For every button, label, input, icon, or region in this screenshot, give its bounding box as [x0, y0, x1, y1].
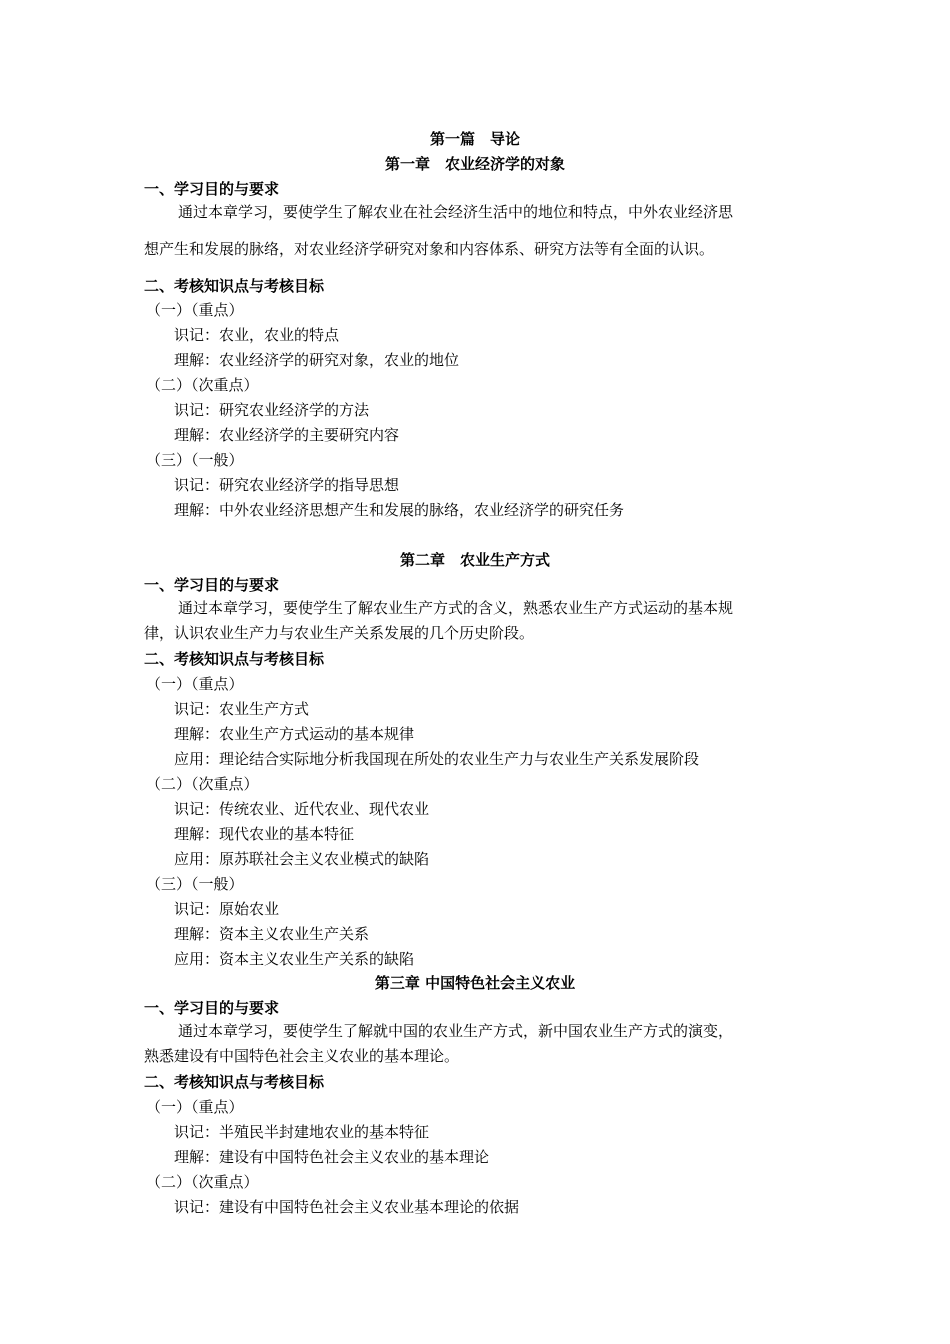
section-heading: 二、考核知识点与考核目标 [144, 650, 325, 668]
paragraph-line: 通过本章学习，要使学生了解农业在社会经济生活中的地位和特点，中外农业经济思 [178, 203, 734, 221]
intro-paragraph [144, 1019, 806, 1069]
knowledge-item: 理解：资本主义农业生产关系 [174, 925, 370, 943]
paragraph-line: 熟悉建设有中国特色社会主义农业的基本理论。 [144, 1047, 460, 1065]
intro-paragraph [144, 200, 806, 225]
knowledge-item: 识记：农业生产方式 [174, 700, 310, 718]
knowledge-item: 应用：资本主义农业生产关系的缺陷 [174, 950, 415, 968]
knowledge-item: 应用：理论结合实际地分析我国现在所处的农业生产力与农业生产关系发展阶段 [174, 750, 700, 768]
knowledge-item: 识记：研究农业经济学的方法 [174, 401, 370, 419]
knowledge-item: 识记：研究农业经济学的指导思想 [174, 476, 400, 494]
level-label: （一）（重点） [146, 1098, 244, 1116]
knowledge-item: 理解：农业经济学的研究对象，农业的地位 [174, 351, 460, 369]
knowledge-item: 识记：建设有中国特色社会主义农业基本理论的依据 [174, 1198, 520, 1216]
intro-paragraph [144, 596, 806, 646]
section-heading: 二、考核知识点与考核目标 [144, 1073, 325, 1091]
intro-paragraph [144, 237, 806, 262]
knowledge-item: 理解：农业经济学的主要研究内容 [174, 426, 400, 444]
knowledge-item: 识记：半殖民半封建地农业的基本特征 [174, 1123, 430, 1141]
chapter-title: 第二章 农业生产方式 [399, 551, 550, 569]
knowledge-item: 识记：传统农业、近代农业、现代农业 [174, 800, 430, 818]
part-title: 第一篇 导论 [429, 130, 520, 148]
level-label: （二）（次重点） [146, 376, 259, 394]
section-heading: 二、考核知识点与考核目标 [144, 277, 325, 295]
paragraph-line: 通过本章学习，要使学生了解就中国的农业生产方式，新中国农业生产方式的演变， [178, 1022, 734, 1040]
level-label: （一）（重点） [146, 301, 244, 319]
level-label: （三）（一般） [146, 875, 244, 893]
chapter-title: 第一章 农业经济学的对象 [384, 155, 565, 173]
chapter-title: 第三章 中国特色社会主义农业 [374, 974, 576, 992]
level-label: （一）（重点） [146, 675, 244, 693]
section-heading: 一、学习目的与要求 [144, 180, 280, 198]
knowledge-item: 识记：农业，农业的特点 [174, 326, 340, 344]
knowledge-item: 识记：原始农业 [174, 900, 280, 918]
level-label: （二）（次重点） [146, 775, 259, 793]
paragraph-line: 想产生和发展的脉络，对农业经济学研究对象和内容体系、研究方法等有全面的认识。 [144, 240, 715, 258]
knowledge-item: 理解：农业生产方式运动的基本规律 [174, 725, 415, 743]
paragraph-line: 律，认识农业生产力与农业生产关系发展的几个历史阶段。 [144, 624, 535, 642]
knowledge-item: 理解：中外农业经济思想产生和发展的脉络，农业经济学的研究任务 [174, 501, 625, 519]
knowledge-item: 理解：现代农业的基本特征 [174, 825, 355, 843]
knowledge-item: 理解：建设有中国特色社会主义农业的基本理论 [174, 1148, 490, 1166]
section-heading: 一、学习目的与要求 [144, 999, 280, 1017]
level-label: （三）（一般） [146, 451, 244, 469]
knowledge-item: 应用：原苏联社会主义农业模式的缺陷 [174, 850, 430, 868]
level-label: （二）（次重点） [146, 1173, 259, 1191]
section-heading: 一、学习目的与要求 [144, 576, 280, 594]
paragraph-line: 通过本章学习，要使学生了解农业生产方式的含义，熟悉农业生产方式运动的基本规 [178, 599, 734, 617]
